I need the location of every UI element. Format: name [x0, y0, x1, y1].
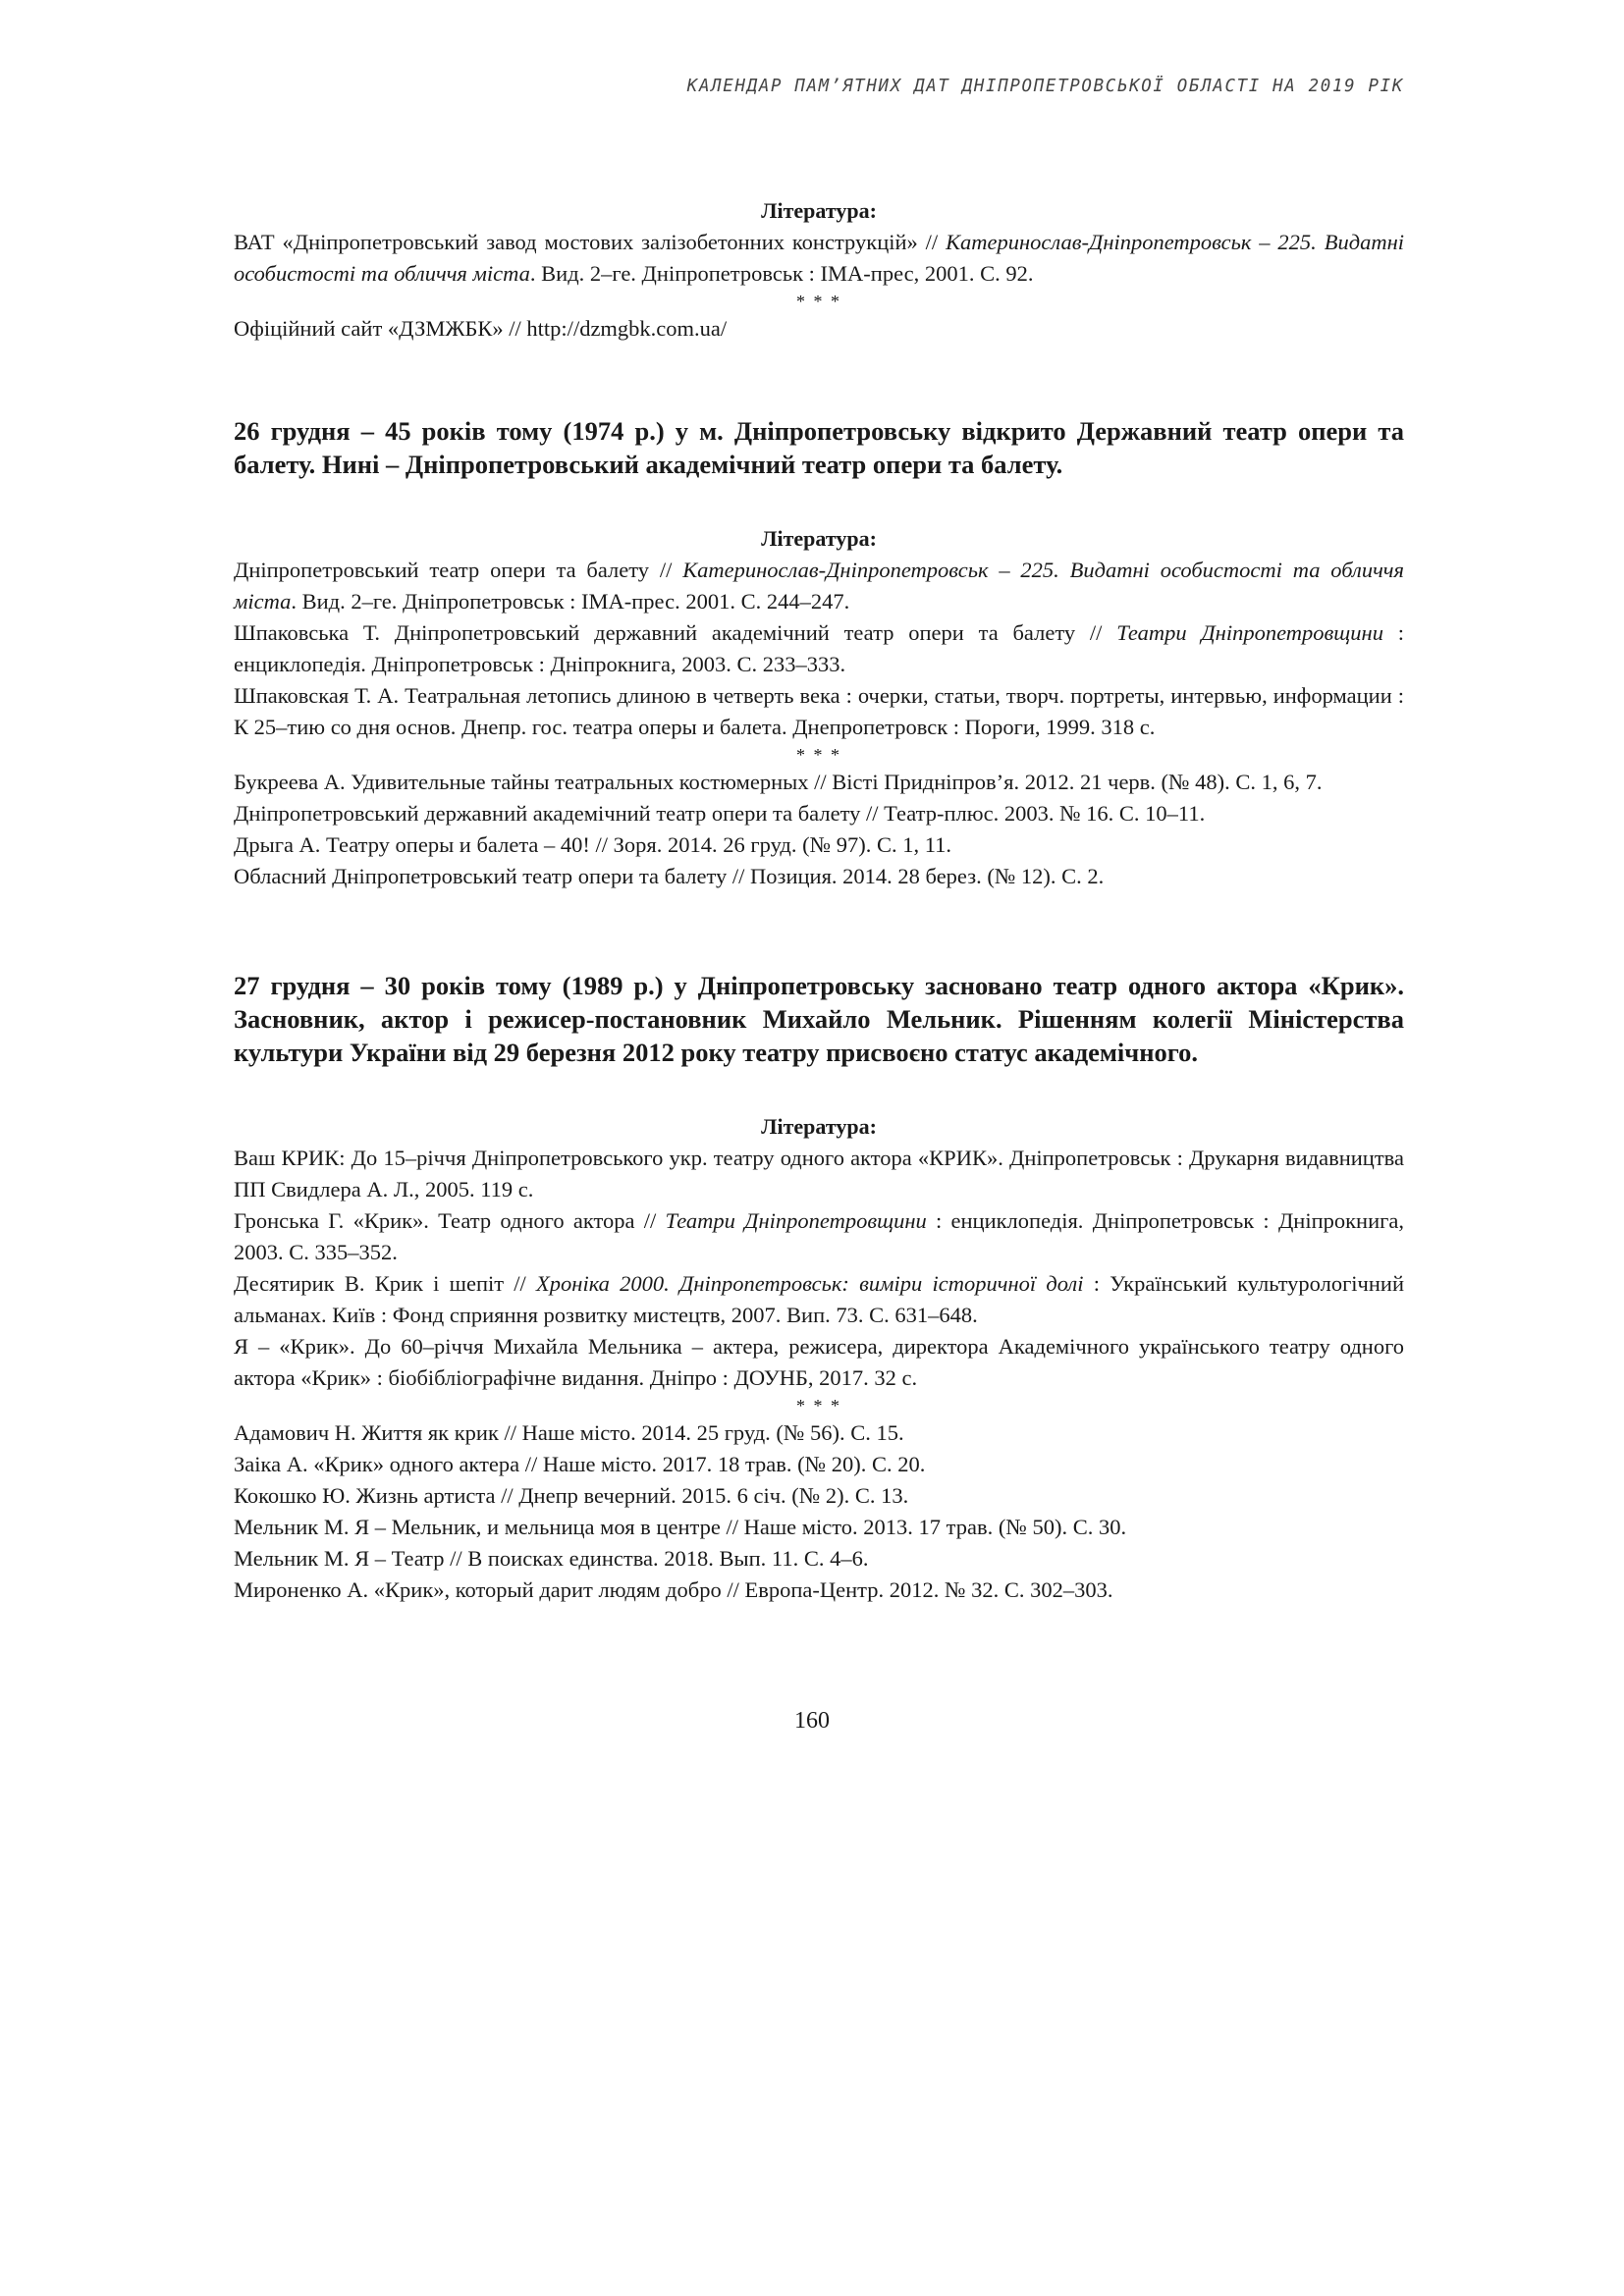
bibliography-entry: Десятирик В. Крик і шепіт // Хроніка 2000. Дніпропетровськ: виміри історичної долі : Український культурологічний альманах. Київ : Фонд сприяння розвитку мистецтв, 2007. Вип. 73. С. 631–648. [234, 1271, 1404, 1327]
event-heading: 27 грудня – 30 років тому (1989 р.) у Дніпропетровську засновано театр одного актора «Крик». Засновник, актор і режисер-постановник Михайло Мельник. Рішенням колегії Міністерства культури України від 29 березня 2012 року театру присвоєно статус академічного. [234, 971, 1404, 1067]
bibliography-entry: Ваш КРИК: До 15–річчя Дніпропетровського укр. театру одного актора «КРИК». Дніпропетровськ : Друкарня видавництва ПП Свидлера А. Л., 2005. 119 с. [234, 1146, 1404, 1201]
bibliography-entry: Шпаковська Т. Дніпропетровський державний академічний театр опери та балету // Театри Дніпропетровщини : енциклопедія. Дніпропетровськ : Дніпрокнига, 2003. С. 233–333. [234, 620, 1404, 676]
article-entry: Мельник М. Я – Театр // В поисках единства. 2018. Вып. 11. С. 4–6. [234, 1546, 869, 1571]
section-separator: * * * [796, 745, 841, 765]
article-entry: Дніпропетровський державний академічний театр опери та балету // Театр-плюс. 2003. № 16. С. 10–11. [234, 801, 1206, 826]
bibliography-entry: ВАТ «Дніпропетровський завод мостових залізобетонних конструкцій» // Катеринослав-Дніпропетровськ – 225. Видатні особистості та обличчя міста. Вид. 2–ге. Дніпропетровськ : ІМА-прес, 2001. С. 92. [234, 230, 1404, 286]
article-entry: Букреева А. Удивительные тайны театральных костюмерных // Вісті Придніпров’я. 2012. 21 черв. (№ 48). С. 1, 6, 7. [234, 770, 1323, 794]
article-entry: Заіка А. «Крик» одного актера // Наше місто. 2017. 18 трав. (№ 20). С. 20. [234, 1452, 926, 1476]
bibliography-entry: Гронська Г. «Крик». Театр одного актора // Театри Дніпропетровщини : енциклопедія. Дніпропетровськ : Дніпрокнига, 2003. С. 335–352. [234, 1208, 1404, 1264]
online-resource-entry: Офіційний сайт «ДЗМЖБК» // http://dzmgbk.com.ua/ [234, 316, 728, 341]
section-opera-theatre [234, 414, 1404, 892]
article-entry: Обласний Дніпропетровський театр опери та балету // Позиция. 2014. 28 берез. (№ 12). С. 2. [234, 864, 1105, 888]
page-content [234, 196, 1404, 1606]
bibliography-entry: Я – «Крик». До 60–річчя Михайла Мельника – актера, режисера, директора Академічного українського театру одного актора «Крик» : біобібліографічне видання. Дніпро : ДОУНБ, 2017. 32 с. [234, 1334, 1404, 1390]
article-entry: Мироненко А. «Крик», который дарит людям добро // Европа-Центр. 2012. № 32. С. 302–303. [234, 1577, 1113, 1602]
literature-title: Література: [761, 526, 877, 551]
bibliography-entry: Дніпропетровський театр опери та балету // Катеринослав-Дніпропетровськ – 225. Видатні особистості та обличчя міста. Вид. 2–ге. Дніпропетровськ : ІМА-прес. 2001. С. 244–247. [234, 558, 1404, 614]
section-separator: * * * [796, 1396, 841, 1415]
section-dzmzhbk-literature [234, 196, 1404, 345]
running-header: КАЛЕНДАР ПАМ’ЯТНИХ ДАТ ДНІПРОПЕТРОВСЬКОЇ ОБЛАСТІ НА 2019 РІК [686, 77, 1404, 96]
article-entry: Дрыга А. Театру оперы и балета – 40! // Зоря. 2014. 26 груд. (№ 97). С. 1, 11. [234, 832, 951, 857]
section-separator: * * * [796, 292, 841, 311]
literature-title: Література: [761, 1114, 877, 1139]
page-number: 160 [794, 1708, 830, 1734]
literature-title: Література: [761, 198, 877, 223]
section-kryk-theatre [234, 969, 1404, 1606]
article-entry: Мельник М. Я – Мельник, и мельница моя в центре // Наше місто. 2013. 17 трав. (№ 50). С. 30. [234, 1515, 1127, 1539]
article-entry: Адамович Н. Життя як крик // Наше місто. 2014. 25 груд. (№ 56). С. 15. [234, 1420, 904, 1445]
bibliography-entry: Шпаковская Т. А. Театральная летопись длиною в четверть века : очерки, статьи, творч. портреты, интервью, информации : К 25–тию со дня основ. Днепр. гос. театра оперы и балета. Днепропетровск : Пороги, 1999. 318 с. [234, 683, 1404, 739]
event-heading: 26 грудня – 45 років тому (1974 р.) у м. Дніпропетровську відкрито Державний театр опери та балету. Нині – Дніпропетровський академічний театр опери та балету. [234, 416, 1404, 479]
article-entry: Кокошко Ю. Жизнь артиста // Днепр вечерний. 2015. 6 січ. (№ 2). С. 13. [234, 1483, 909, 1508]
